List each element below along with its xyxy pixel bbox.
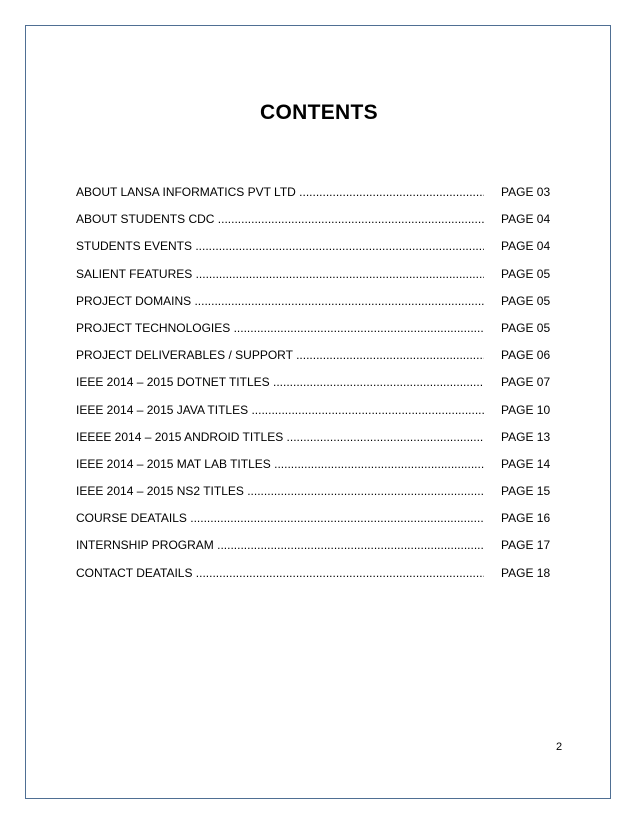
toc-row[interactable] — [76, 291, 586, 318]
toc-entry-label: COURSE DEATAILS ..... — [76, 508, 484, 528]
toc-page-ref: PAGE 13 — [501, 429, 551, 444]
toc-entry-label: ABOUT LANSA INFORMATICS PVT LTD ..... — [76, 182, 484, 202]
toc-entry-label: PROJECT TECHNOLOGIES ..... — [76, 318, 484, 338]
toc-page-ref: PAGE 04 — [501, 212, 551, 227]
toc-page-ref: PAGE 04 — [501, 239, 551, 254]
toc-entry-label: INTERNSHIP PROGRAM ..... — [76, 535, 484, 555]
toc-page-ref: PAGE 14 — [501, 456, 551, 471]
toc-row[interactable] — [76, 209, 586, 236]
toc-page-ref: PAGE 10 — [501, 402, 551, 417]
toc-entry-label: PROJECT DELIVERABLES / SUPPORT ..... — [76, 345, 484, 365]
toc-row[interactable] — [76, 264, 586, 291]
table-of-contents — [76, 182, 586, 590]
toc-entry-label: SALIENT FEATURES ..... — [76, 264, 484, 284]
toc-page-ref: PAGE 05 — [501, 293, 551, 308]
toc-row[interactable] — [76, 345, 586, 372]
toc-row[interactable] — [76, 318, 586, 345]
toc-page-ref: PAGE 06 — [501, 348, 551, 363]
toc-page-ref: PAGE 03 — [501, 185, 551, 199]
toc-page-ref: PAGE 15 — [501, 484, 551, 499]
toc-row[interactable] — [76, 400, 586, 427]
toc-entry-label: IEEE 2014 – 2015 DOTNET TITLES ..... — [76, 372, 484, 392]
toc-row[interactable] — [76, 535, 586, 562]
toc-page-ref: PAGE 05 — [501, 266, 551, 281]
toc-row[interactable] — [76, 182, 586, 209]
toc-entry-label: STUDENTS EVENTS ..... — [76, 236, 484, 256]
toc-row[interactable] — [76, 454, 586, 481]
toc-row[interactable] — [76, 372, 586, 399]
toc-entry-label: IEEE 2014 – 2015 NS2 TITLES ..... — [76, 481, 484, 501]
toc-row[interactable] — [76, 236, 586, 263]
toc-page-ref: PAGE 05 — [501, 320, 551, 335]
toc-entry-label: IEEE 2014 – 2015 MAT LAB TITLES ..... — [76, 454, 484, 474]
toc-row[interactable] — [76, 563, 586, 590]
toc-row[interactable] — [76, 481, 586, 508]
page-number: 2 — [556, 741, 563, 753]
toc-page-ref: PAGE 07 — [501, 375, 551, 390]
toc-entry-label: IEEE 2014 – 2015 JAVA TITLES ..... — [76, 400, 484, 420]
toc-entry-label: PROJECT DOMAINS ..... — [76, 291, 484, 311]
toc-entry-label: IEEEE 2014 – 2015 ANDROID TITLES ..... — [76, 427, 484, 447]
page-title: CONTENTS — [260, 101, 378, 124]
toc-page-ref: PAGE 18 — [501, 565, 551, 580]
toc-row[interactable] — [76, 508, 586, 535]
toc-page-ref: PAGE 16 — [501, 511, 551, 526]
toc-row[interactable] — [76, 427, 586, 454]
toc-entry-label: CONTACT DEATAILS ..... — [76, 563, 484, 583]
toc-entry-label: ABOUT STUDENTS CDC ..... — [76, 209, 484, 229]
toc-page-ref: PAGE 17 — [501, 538, 551, 553]
